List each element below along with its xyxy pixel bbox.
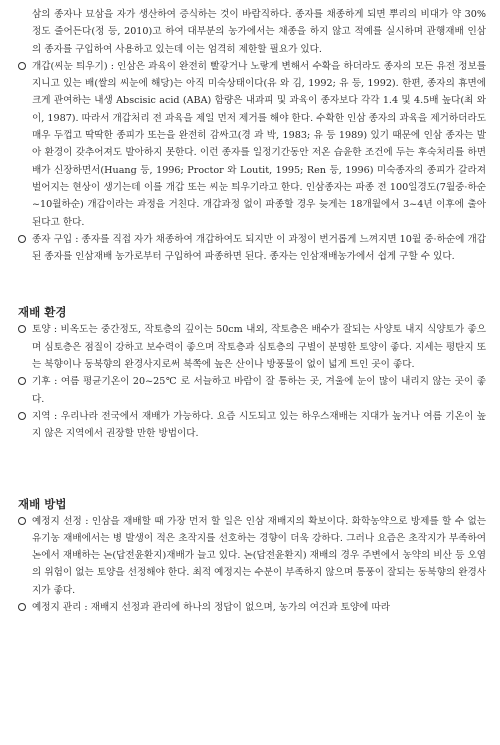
circle-bullet-icon (18, 517, 26, 525)
list-item-soil (18, 321, 486, 373)
list-item-text: 예정지 선정 : 인삼을 재배할 때 가장 먼저 할 일은 인삼 재배지의 확보이다. 화학농약으로 방제를 할 수 없는 유기농 재배에서는 병 발생이 적은 초작지를 선호하는 경향이 더욱 강하다. 그러나 요즘은 초작지가 부족하여 논에서 재배하는 논(답전윤환지)재배가 늘고 있다. 논(답전윤환지) 재배의 경우 주변에서 농약의 비산 등 오염의 위험이 없는 토양을 선정해야 한다. 최적 예정지는 수분이 부족하지 않으며 통풍이 잘되는 동북향의 완경사지가 좋다. (32, 515, 486, 596)
list-item-text: 개갑(씨눈 틔우기) : 인삼은 과육이 완전히 빨갛거나 노랗게 변해서 수확을 하더라도 종자의 모든 유전 정보를 지니고 있는 배(쌀의 씨눈에 해당)는 아직 미숙상태이다(유 와 김, 1992; 유 등, 1992). 한편, 종자의 휴면에 크게 관여하는 내생 Abscisic acid (ABA) 함량은 내과피 및 과육이 종자보다 각각 1.4 및 4.5배 높다(최 와 이, 1987). 따라서 개갑처리 전 과육을 제일 먼저 제거를 해야 한다. 수확한 인삼 종자의 과육을 제거하더라도 매우 두껍고 딱딱한 종피가 또는을 완전히 감싸고(경 과 박, 1983; 유 등 1989) 있기 때문에 인삼 종자는 발아 환경이 갖추어져도 발아하지 못한다. 이런 종자를 일정기간동안 저온 습윤한 조건에 두는 후숙처리를 하면 배가 신장하면서(Huang 등, 1996; Proctor 와 Loutit, 1995; Ren 등, 1996) 미숙종자의 종피가 갈라져 벌어지는 현상이 생기는데 이를 개갑 또는 씨눈 틔우기라고 한다. 인삼종자는 파종 전 100일경도(7월중·하순~10월하순) 개갑이라는 과정을 거친다. 개갑과정 없이 파종할 경우 늦게는 18개월에서 3~4년 이후에 출아된다고 한다. (32, 60, 486, 228)
list-item-gaegap (18, 58, 486, 231)
list-item-text: 기후 : 여름 평균기온이 20~25℃ 로 서늘하고 바람이 잘 통하는 곳, 겨울에 눈이 많이 내리지 않는 곳이 좋다. (32, 376, 486, 405)
list-item-text: 토양 : 비옥도는 중간정도, 작토층의 깊이는 50cm 내외, 작토층은 배수가 잘되는 사양토 내지 식양토가 좋으며 심토층은 점질이 강하고 보수력이 좋으며 작토층과 심토층의 구별이 분명한 토양이 좋다. 지세는 평탄지 또는 북향이나 동북향의 완경사지로써 북쪽에 높은 산이나 방풍물이 없이 넓게 트인 곳이 좋다. (32, 324, 486, 371)
list-item-text: 예정지 관리 : 재배지 선정과 관리에 하나의 정답이 없으며, 농가의 여건과 토양에 따라 (32, 602, 390, 614)
list-item-seed-purchase (18, 231, 486, 266)
circle-bullet-icon (18, 603, 26, 611)
list-item-climate (18, 373, 486, 408)
circle-bullet-icon (18, 412, 26, 420)
circle-bullet-icon (18, 377, 26, 385)
list-item-site-management (18, 599, 486, 616)
circle-bullet-icon (18, 62, 26, 70)
intro-continuation: 삼의 종자나 묘삼을 자가 생산하여 증식하는 것이 바람직하다. 종자를 채종하게 되면 뿌리의 비대가 약 30%정도 줄어든다(정 등, 2010)고 하여 대부분의 농가에서는 채종을 하지 않고 적예를 실시하며 관행재배 인삼의 종자를 구입하여 사용하고 있는데 이는 엄격히 제한할 필요가 있다. (32, 9, 486, 55)
list-item-site-selection (18, 513, 486, 599)
list-item-region (18, 408, 486, 443)
circle-bullet-icon (18, 325, 26, 333)
circle-bullet-icon (18, 235, 26, 243)
list-item-text: 종자 구입 : 종자를 직접 자가 채종하여 개갑하여도 되지만 이 과정이 번거롭게 느껴지면 10월 중·하순에 개갑 된 종자를 인삼재배 농가로부터 구입하여 파종하면 된다. 종자는 인삼재배농가에서 쉽게 구할 수 있다. (32, 233, 486, 263)
list-item-text: 지역 : 우리나라 전국에서 재배가 가능하다. 요즘 시도되고 있는 하우스재배는 지대가 높거나 여름 기온이 높지 않은 지역에서 권장할 만한 방법이다. (32, 410, 486, 440)
section-heading-environment: 재배 환경 (18, 305, 67, 320)
section-heading-methods: 재배 방법 (18, 496, 67, 511)
